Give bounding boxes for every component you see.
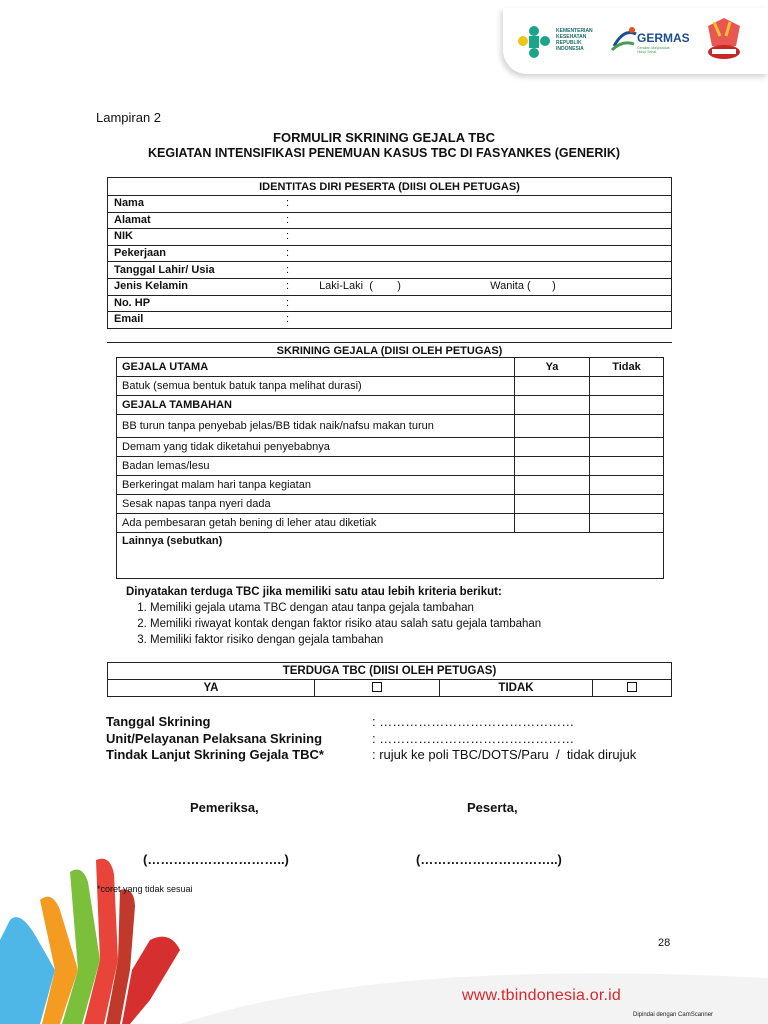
skrining-header: SKRINING GEJALA (DIISI OLEH PETUGAS) (107, 342, 672, 357)
colon: : (286, 247, 290, 260)
form-subtitle: KEGIATAN INTENSIFIKASI PENEMUAN KASUS TBC DI FASYANKES (GENERIK) (147, 146, 621, 160)
table-row (117, 476, 664, 495)
table-row (108, 262, 672, 279)
identitas-label: NIK (108, 229, 281, 246)
table-row (108, 295, 672, 312)
tindak-lanjut-label: Tindak Lanjut Skrining Gejala TBC* (106, 747, 324, 762)
tindak-lanjut-value[interactable]: : rujuk ke poli TBC/DOTS/Paru / tidak dirujuk (372, 747, 637, 762)
ya-header: Ya (515, 358, 590, 377)
identitas-label: Pekerjaan (108, 245, 281, 262)
table-row (108, 680, 672, 697)
table-row (108, 229, 672, 246)
terduga-table (107, 662, 672, 697)
ya-cell[interactable] (515, 438, 590, 457)
pemeriksa-label: Pemeriksa, (190, 800, 259, 815)
ya-cell[interactable] (515, 514, 590, 533)
page-number: 28 (658, 937, 671, 949)
kemenkes-line-1: KEMENTERIAN (556, 28, 593, 34)
ya-cell[interactable] (515, 377, 590, 396)
unit-pelaksana-field[interactable]: : ……………………………………… (372, 730, 575, 746)
identitas-field-email[interactable] (280, 312, 672, 329)
colon: : (286, 213, 290, 226)
kemenkes-line-4: INDONESIA (556, 46, 584, 52)
identitas-header: IDENTITAS DIRI PESERTA (DIISI OLEH PETUGAS) (108, 178, 672, 196)
list-item: 1. Memiliki gejala utama TBC dengan atau tanpa gejala tambahan (150, 600, 646, 616)
gejala-tambahan-header: GEJALA TAMBAHAN (117, 396, 515, 415)
tidak-cell[interactable] (590, 377, 664, 396)
form-title: FORMULIR SKRINING GEJALA TBC (273, 130, 495, 145)
identitas-label: Tanggal Lahir/ Usia (108, 262, 281, 279)
gejala-utama-header: GEJALA UTAMA (117, 358, 515, 377)
terduga-tidak-label: TIDAK (440, 680, 593, 697)
identitas-field-alamat[interactable] (280, 212, 672, 229)
colon: : (286, 230, 290, 243)
colon: : (286, 296, 290, 309)
identitas-field-jenis-kelamin[interactable] (280, 278, 672, 295)
table-row (117, 457, 664, 476)
kemenkes-line-3: REPUBLIK (556, 40, 582, 46)
tidak-header: Tidak (590, 358, 664, 377)
tidak-cell[interactable] (590, 415, 664, 438)
identitas-field-no-hp[interactable] (280, 295, 672, 312)
identitas-field-pekerjaan[interactable] (280, 245, 672, 262)
identitas-label: Nama (108, 196, 281, 213)
colon: : (286, 197, 290, 210)
tindak-lanjut-section (106, 714, 666, 764)
table-row (108, 245, 672, 262)
terduga-ya-label: YA (108, 680, 315, 697)
gejala-item: Berkeringat malam hari tanpa kegiatan (117, 476, 515, 495)
germas-subtitle: Gerakan Masyarakat Hidup Sehat (637, 46, 670, 54)
tidak-cell[interactable] (590, 476, 664, 495)
table-row (117, 415, 664, 438)
tidak-cell[interactable] (590, 514, 664, 533)
kemenkes-logo-icon (514, 24, 554, 62)
kriteria-list (126, 600, 646, 648)
tbc-campaign-logo-icon (700, 16, 748, 64)
option-wanita[interactable]: Wanita ( ) (490, 280, 556, 293)
terduga-tidak-checkbox[interactable] (593, 680, 672, 697)
kemenkes-name (556, 28, 602, 52)
gejala-item: Demam yang tidak diketahui penyebabnya (117, 438, 515, 457)
peserta-label: Peserta, (467, 800, 518, 815)
table-row (117, 495, 664, 514)
footnote: *coret yang tidak sesuai (97, 884, 193, 894)
gejala-item: Batuk (semua bentuk batuk tanpa melihat durasi) (117, 377, 515, 396)
germas-title: GERMAS (637, 31, 690, 45)
peserta-signature-blank[interactable]: (…………………………..) (416, 852, 562, 867)
identitas-table (107, 177, 672, 329)
colon: : (286, 280, 290, 293)
table-row (117, 533, 664, 579)
tindak-lanjut-row (106, 747, 666, 764)
list-item: 3. Memiliki faktor risiko dengan gejala tambahan (150, 632, 646, 648)
gejala-item: BB turun tanpa penyebab jelas/BB tidak naik/nafsu makan turun (117, 415, 515, 438)
terduga-ya-checkbox[interactable] (315, 680, 440, 697)
website-link[interactable]: www.tbindonesia.or.id (462, 987, 621, 1004)
gejala-item: Sesak napas tanpa nyeri dada (117, 495, 515, 514)
table-row (108, 278, 672, 295)
terduga-header: TERDUGA TBC (DIISI OLEH PETUGAS) (108, 663, 672, 680)
hand-illustration-icon (0, 850, 200, 1024)
lainnya-field[interactable]: Lainnya (sebutkan) (117, 533, 664, 579)
unit-pelaksana-label: Unit/Pelayanan Pelaksana Skrining (106, 730, 323, 746)
ya-cell[interactable] (515, 495, 590, 514)
identitas-label: Alamat (108, 212, 281, 229)
list-item: 2. Memiliki riwayat kontak dengan faktor risiko atau salah satu gejala tambahan (150, 616, 646, 632)
identitas-label: No. HP (108, 295, 281, 312)
identitas-label: Email (108, 312, 281, 329)
ya-cell[interactable] (515, 415, 590, 438)
table-row (108, 212, 672, 229)
table-row (117, 514, 664, 533)
ya-cell[interactable] (515, 457, 590, 476)
gejala-item: Badan lemas/lesu (117, 457, 515, 476)
colon: : (286, 263, 290, 276)
table-row (117, 438, 664, 457)
tidak-cell[interactable] (590, 457, 664, 476)
lampiran-label: Lampiran 2 (96, 110, 162, 125)
tanggal-skrining-row (106, 714, 666, 731)
gejala-item: Ada pembesaran getah bening di leher atau diketiak (117, 514, 515, 533)
option-laki-laki[interactable]: Laki-Laki ( ) (319, 280, 401, 293)
germas-logo-icon (610, 24, 638, 56)
camscanner-watermark: Dipindai dengan CamScanner (633, 1012, 714, 1018)
ya-cell (515, 396, 590, 415)
pemeriksa-signature-blank[interactable]: (…………………………..) (143, 852, 289, 867)
table-row (108, 196, 672, 213)
unit-pelaksana-row (106, 731, 666, 748)
ya-cell[interactable] (515, 476, 590, 495)
tidak-cell (590, 396, 664, 415)
tanggal-skrining-label: Tanggal Skrining (106, 714, 211, 729)
identitas-field-nama[interactable] (280, 196, 672, 213)
checkbox-icon (372, 682, 382, 692)
table-row (117, 377, 664, 396)
tanggal-skrining-field[interactable]: : ……………………………………… (372, 714, 575, 729)
tidak-cell[interactable] (590, 438, 664, 457)
checkbox-icon (627, 682, 637, 692)
kemenkes-line-2: KESEHATAN (556, 34, 587, 40)
identitas-field-nik[interactable] (280, 229, 672, 246)
kriteria-section (126, 584, 646, 648)
kriteria-title: Dinyatakan terduga TBC jika memiliki satu atau lebih kriteria berikut: (126, 586, 502, 598)
identitas-field-tanggal-lahir[interactable] (280, 262, 672, 279)
skrining-table (116, 357, 664, 579)
tidak-cell[interactable] (590, 495, 664, 514)
colon: : (286, 313, 290, 326)
table-row (108, 312, 672, 329)
identitas-label: Jenis Kelamin (108, 278, 281, 295)
